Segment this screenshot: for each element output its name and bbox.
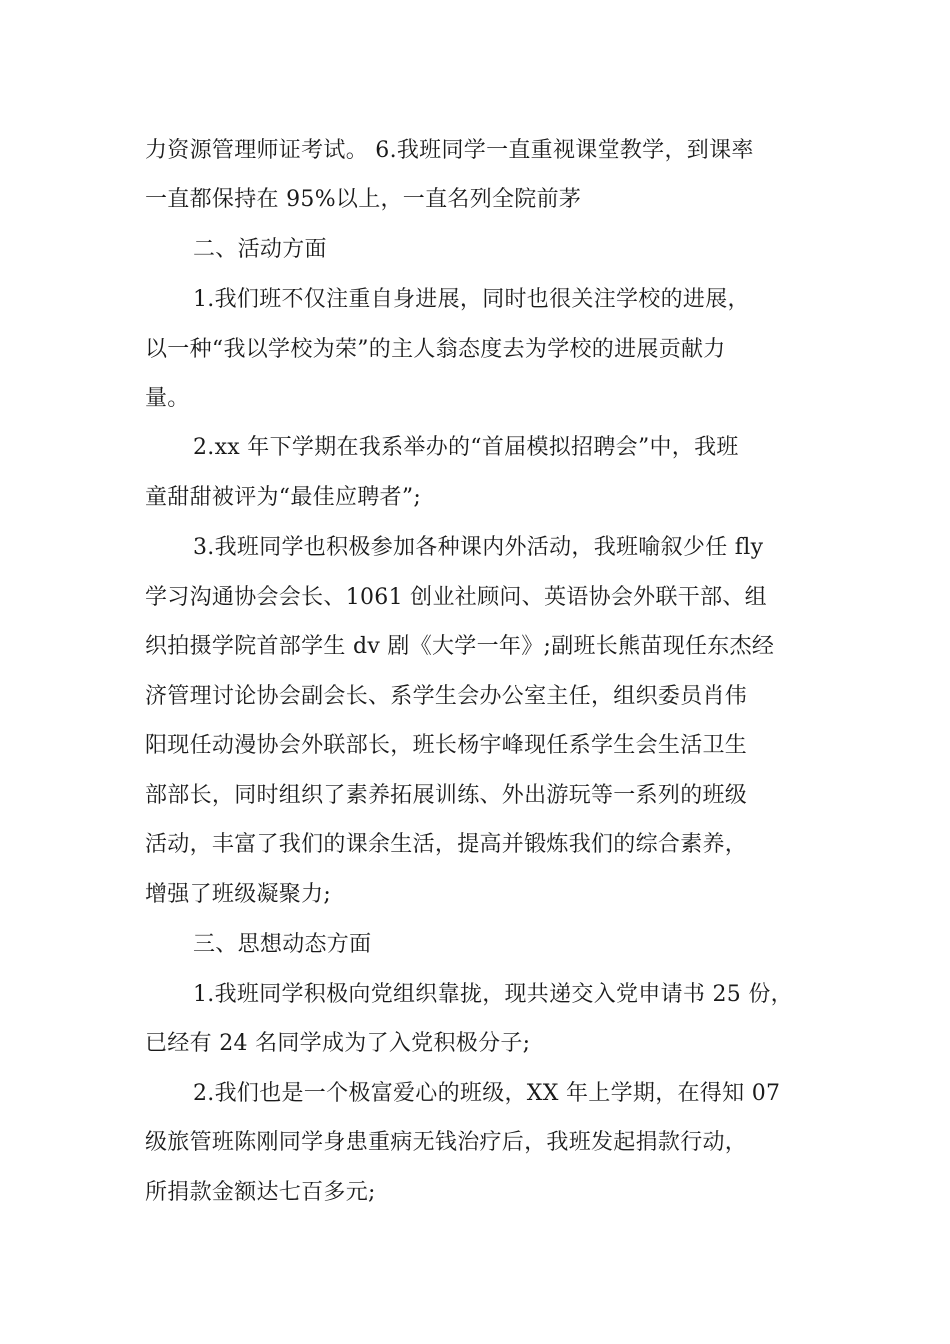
text-line: 已经有 24 名同学成为了入党积极分子;	[145, 1031, 531, 1056]
text-line: 力资源管理师证考试。 6.我班同学一直重视课堂教学，到课率	[145, 138, 754, 163]
text-line: 2.xx 年下学期在我系举办的“首届模拟招聘会”中，我班	[193, 435, 739, 460]
text-line: 2.我们也是一个极富爱心的班级，XX 年上学期，在得知 07	[193, 1081, 781, 1106]
text-line: 活动，丰富了我们的课余生活，提高并锻炼我们的综合素养，	[145, 832, 748, 857]
text-line: 量。	[145, 386, 190, 411]
text-line: 织拍摄学院首部学生 dv 剧《大学一年》;副班长熊苗现任东杰经	[145, 634, 775, 659]
text-line: 部部长，同时组织了素养拓展训练、外出游玩等一系列的班级	[145, 783, 748, 808]
text-line: 济管理讨论协会副会长、系学生会办公室主任，组织委员肖伟	[145, 684, 748, 709]
text-line: 级旅管班陈刚同学身患重病无钱治疗后，我班发起捐款行动，	[145, 1130, 748, 1155]
text-line: 一直都保持在 95%以上，一直名列全院前茅	[145, 187, 582, 212]
section-heading: 三、思想动态方面	[193, 932, 372, 957]
text-line: 1.我班同学积极向党组织靠拢，现共递交入党申请书 25 份，	[193, 982, 793, 1007]
text-line: 童甜甜被评为“最佳应聘者”;	[145, 485, 422, 510]
text-line: 增强了班级凝聚力;	[145, 882, 332, 907]
text-line: 1.我们班不仅注重自身进展，同时也很关注学校的进展，	[193, 287, 750, 312]
text-line: 以一种“我以学校为荣”的主人翁态度去为学校的进展贡献力	[145, 337, 726, 362]
text-line: 阳现任动漫协会外联部长，班长杨宇峰现任系学生会生活卫生	[145, 733, 748, 758]
section-heading: 二、活动方面	[193, 237, 327, 262]
text-line: 所捐款金额达七百多元;	[145, 1180, 376, 1205]
text-line: 3.我班同学也积极参加各种课内外活动，我班喻叙少任 fly	[193, 535, 764, 560]
text-line: 学习沟通协会会长、1061 创业社顾问、英语协会外联干部、组	[145, 585, 767, 610]
